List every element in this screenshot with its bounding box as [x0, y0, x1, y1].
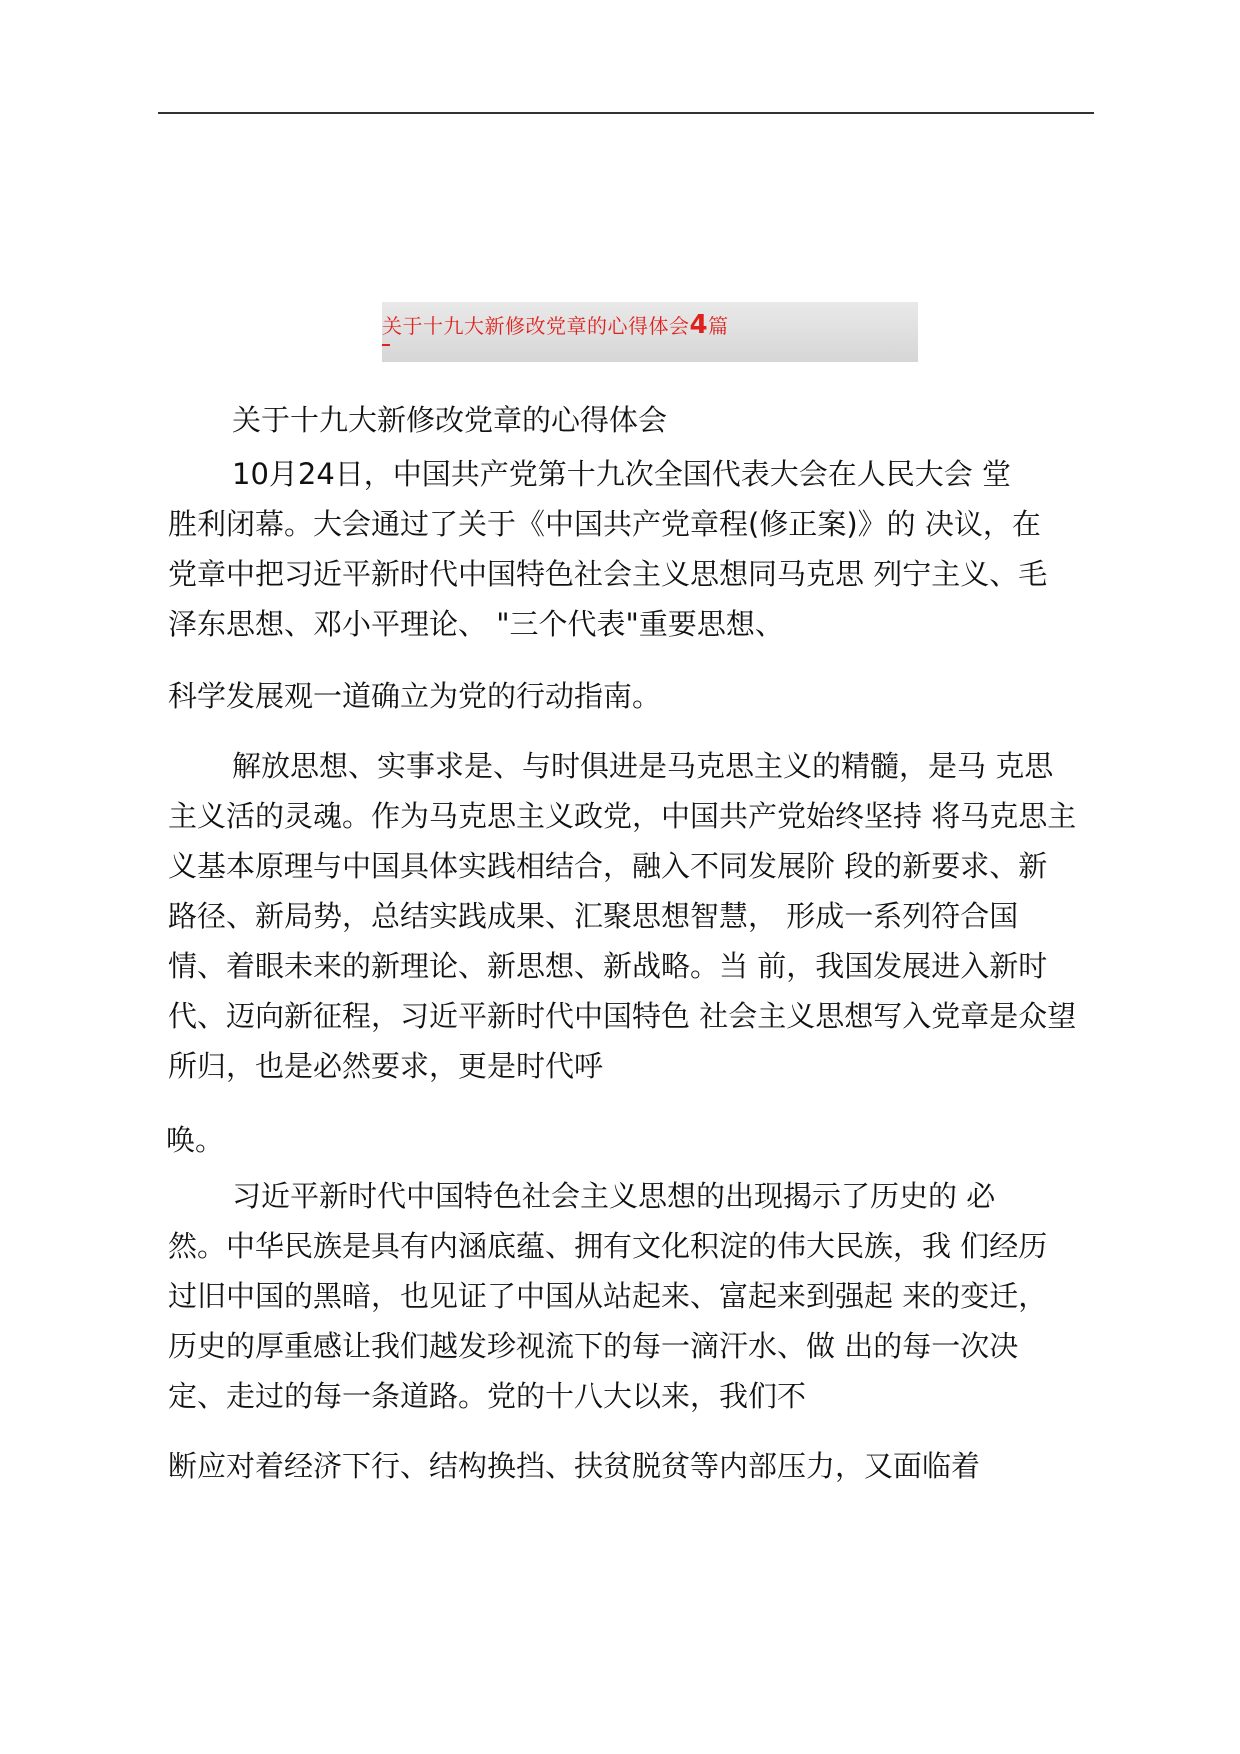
paragraph-line: 科学发展观一道确立为党的行动指南。: [168, 679, 662, 713]
paragraph-line: 历史的厚重感让我们越发珍视流下的每一滴汗水、做 出的每一次决: [168, 1329, 1019, 1363]
banner-mark: [382, 344, 390, 346]
banner-title-text: 关于十九大新修改党章的心得体会: [382, 314, 690, 338]
banner-count: 4: [689, 310, 709, 340]
paragraph-line: 路径、新局势，总结实践成果、汇聚思想智慧， 形成一系列符合国: [168, 899, 1019, 933]
section-heading: 关于十九大新修改党章的心得体会: [232, 403, 668, 437]
banner-suffix: 篇: [708, 314, 729, 338]
paragraph-line: 唤。: [166, 1123, 225, 1157]
banner-title: [382, 310, 729, 340]
paragraph-line: 习近平新时代中国特色社会主义思想的出现揭示了历史的 必: [232, 1179, 996, 1213]
paragraph-line: 主义活的灵魂。作为马克思主义政党，中国共产党始终坚持 将马克思主: [168, 799, 1077, 833]
paragraph-line: 胜利闭幕。大会通过了关于《中国共产党章程(修正案)》的 决议，在: [168, 507, 1041, 541]
paragraph-line: 然。中华民族是具有内涵底蕴、拥有文化积淀的伟大民族，我 们经历: [168, 1229, 1048, 1263]
paragraph-line: 所归，也是必然要求，更是时代呼: [168, 1049, 604, 1083]
paragraph-line: 党章中把习近平新时代中国特色社会主义思想同马克思 列宁主义、毛: [168, 557, 1048, 591]
paragraph-line: 义基本原理与中国具体实践相结合，融入不同发展阶 段的新要求、新: [168, 849, 1048, 883]
title-banner: [382, 302, 918, 362]
paragraph-line: 10月24日，中国共产党第十九次全国代表大会在人民大会 堂: [232, 457, 1012, 491]
paragraph-line: 解放思想、实事求是、与时俱进是马克思主义的精髓，是马 克思: [232, 749, 1054, 783]
header-rule: [158, 112, 1094, 114]
paragraph-line: 过旧中国的黑暗，也见证了中国从站起来、富起来到强起 来的变迁，: [168, 1279, 1048, 1313]
paragraph-line: 断应对着经济下行、结构换挡、扶贫脱贫等内部压力，又面临着: [168, 1449, 981, 1483]
paragraph-line: 情、着眼未来的新理论、新思想、新战略。当 前，我国发展进入新时: [168, 949, 1048, 983]
paragraph-line: 泽东思想、邓小平理论、 "三个代表"重要思想、: [168, 607, 784, 641]
paragraph-line: 定、走过的每一条道路。党的十八大以来，我们不: [168, 1379, 807, 1413]
paragraph-line: 代、迈向新征程，习近平新时代中国特色 社会主义思想写入党章是众望: [168, 999, 1077, 1033]
